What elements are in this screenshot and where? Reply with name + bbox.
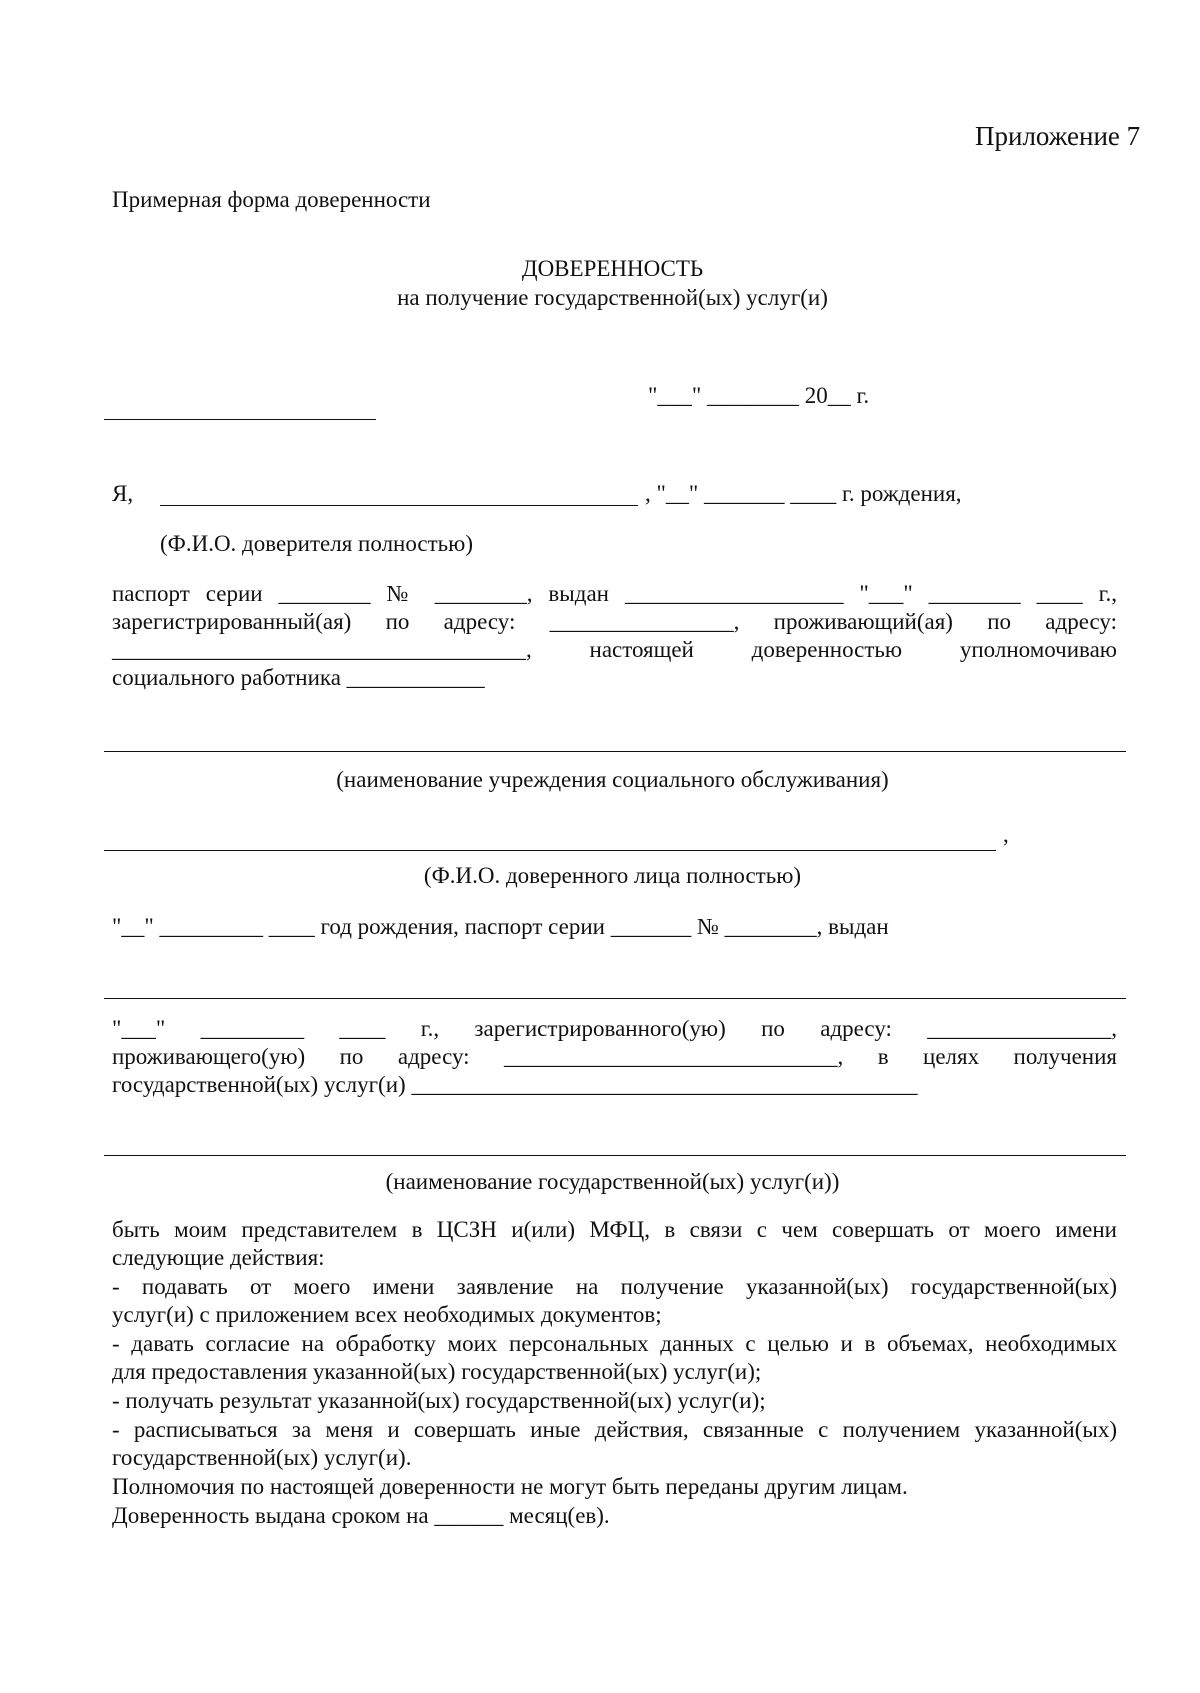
body-b2-line2: для предоставления указанной(ых) государственной(ых) услуг(и); — [112, 1359, 762, 1384]
body-b1-line2: услуг(и) с приложением всех необходимых документов; — [112, 1302, 662, 1327]
body-b4-line1: - расписываться за меня и совершать иные действия, связанные с получением указанной(ых) — [112, 1417, 1117, 1442]
trustee-issuer-line — [104, 998, 1126, 999]
passport-line-4: социального работника ____________ — [112, 665, 485, 690]
document-title: ДОВЕРЕННОСТЬ — [521, 256, 704, 281]
body-b2-line1: - давать согласие на обработку моих персональных данных с целью и в объемах, необходимых — [112, 1331, 1117, 1356]
body-b3: - получать результат указанной(ых) государственной(ых) услуг(и); — [112, 1388, 766, 1413]
caption-trustee-fio: (Ф.И.О. доверенного лица полностью) — [423, 863, 802, 888]
services-line — [104, 1155, 1126, 1156]
ya-label: Я, — [112, 481, 134, 506]
caption-services: (наименование государственной(ых) услуг(и)) — [385, 1169, 840, 1194]
birth-date-text: , "__" _______ ____ г. рождения, — [645, 481, 962, 506]
trustee-birth-line: "__" _________ ____ год рождения, паспорт серии _______ № ________, выдан — [112, 914, 889, 939]
appendix-label: Приложение 7 — [975, 121, 1141, 151]
body-p3: Доверенность выдана сроком на ______ месяц(ев). — [112, 1503, 610, 1528]
body-p1-line1: быть моим представителем в ЦСЗН и(или) МФЦ, в связи с чем совершать от моего имени — [112, 1217, 1117, 1242]
reg-line-3: государственной(ых) услуг(и) ____________________________________________ — [112, 1072, 918, 1097]
trustee-comma: , — [1003, 822, 1009, 847]
place-line — [104, 419, 376, 420]
reg-line-1: "___" _________ ____ г., зарегистрированного(ую) по адресу: ________________, — [112, 1016, 1117, 1041]
passport-line-1: паспорт серии ________ № ________, выдан ___________________ "___" ________ ____ г., — [112, 581, 1117, 606]
body-b1-line1: - подавать от моего имени заявление на получение указанной(ых) государственной(ых) — [112, 1274, 1117, 1299]
date-line: "___" ________ 20__ г. — [648, 383, 870, 408]
caption-fio-principal: (Ф.И.О. доверителя полностью) — [160, 531, 474, 556]
body-p1-line2: следующие действия: — [112, 1245, 325, 1270]
form-caption: Примерная форма доверенности — [112, 187, 431, 212]
passport-line-3: ____________________________________, настоящей доверенностью уполномочиваю — [112, 637, 1117, 662]
body-p2: Полномочия по настоящей доверенности не могут быть переданы другим лицам. — [112, 1474, 908, 1499]
fio-principal-line — [160, 505, 638, 506]
trustee-fio-line — [104, 850, 996, 851]
passport-line-2: зарегистрированный(ая) по адресу: ________________, проживающий(ая) по адресу: — [112, 609, 1117, 634]
body-b4-line2: государственной(ых) услуг(и). — [112, 1445, 412, 1470]
document-subtitle: на получение государственной(ых) услуг(и) — [397, 285, 828, 310]
caption-institution: (наименование учреждения социального обслуживания) — [336, 767, 889, 792]
institution-line — [104, 751, 1126, 752]
reg-line-2: проживающего(ую) по адресу: _____________________________, в целях получения — [112, 1044, 1117, 1069]
